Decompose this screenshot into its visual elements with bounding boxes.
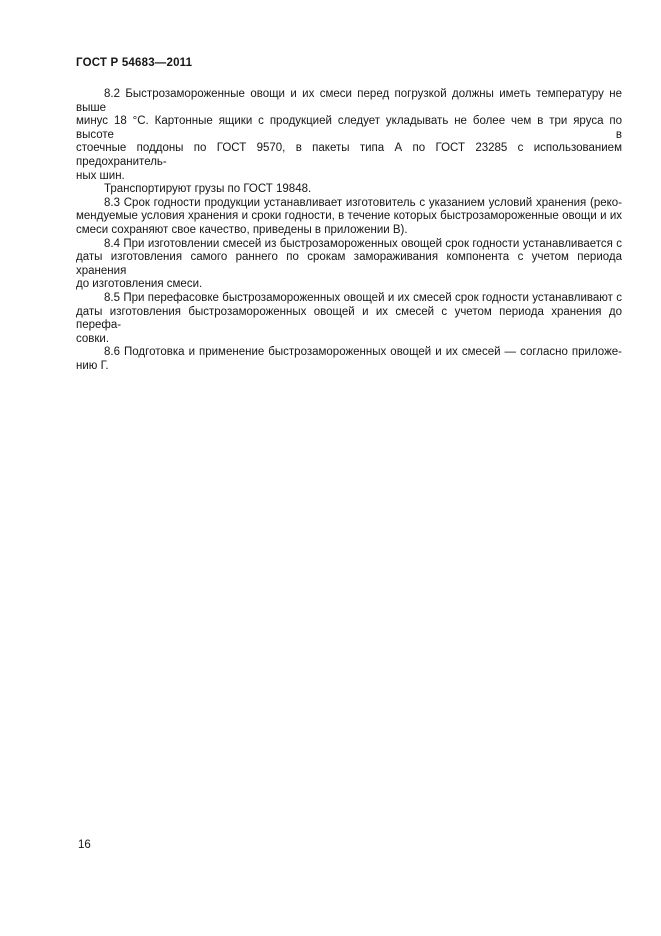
text-line: 8.3 Срок годности продукции устанавливает изготовитель с указанием условий хранения (реко- bbox=[104, 196, 622, 209]
document-header: ГОСТ Р 54683—2011 bbox=[76, 57, 193, 69]
text-line: даты изготовления самого раннего по срокам замораживания компонента с учетом периода хранения bbox=[76, 251, 622, 277]
paragraph bbox=[76, 88, 622, 183]
text-line: Транспортируют грузы по ГОСТ 19848. bbox=[104, 183, 312, 196]
paragraph bbox=[76, 197, 622, 238]
page-number: 16 bbox=[78, 839, 91, 851]
document-body bbox=[76, 88, 622, 373]
text-line: даты изготовления быстрозамороженных овощей и их смесей с учетом периода хранения до перефа- bbox=[76, 305, 622, 332]
text-line: 8.6 Подготовка и применение быстрозамороженных овощей и их смесей — согласно приложе- bbox=[104, 346, 622, 359]
text-line: 8.4 При изготовлении смесей из быстрозамороженных овощей срок годности устанавливается с bbox=[104, 237, 622, 250]
text-line: совки. bbox=[76, 332, 110, 345]
paragraph bbox=[76, 292, 622, 346]
paragraph bbox=[76, 183, 622, 197]
text-line: стоечные поддоны по ГОСТ 9570, в пакеты типа А по ГОСТ 23285 с использованием предохранитель- bbox=[76, 142, 622, 168]
text-line: 8.2 Быстрозамороженные овощи и их смеси перед погрузкой должны иметь температуру не выше bbox=[76, 88, 622, 114]
text-line: ных шин. bbox=[76, 169, 125, 182]
text-line: 8.5 При перефасовке быстрозамороженных овощей и их смесей срок годности устанавливают с bbox=[104, 291, 622, 304]
text-line: до изготовления смеси. bbox=[76, 278, 203, 291]
text-line: минус 18 °С. Картонные ящики с продукцией следует укладывать не более чем в три яруса по высоте в bbox=[76, 115, 622, 141]
text-line: мендуемые условия хранения и сроки годности, в течение которых быстрозамороженные овощи и их bbox=[76, 210, 622, 223]
paragraph bbox=[76, 238, 622, 292]
paragraph bbox=[76, 346, 622, 373]
text-line: нию Г. bbox=[76, 359, 109, 372]
text-line: смеси сохраняют свое качество, приведены в приложении В). bbox=[76, 223, 408, 236]
